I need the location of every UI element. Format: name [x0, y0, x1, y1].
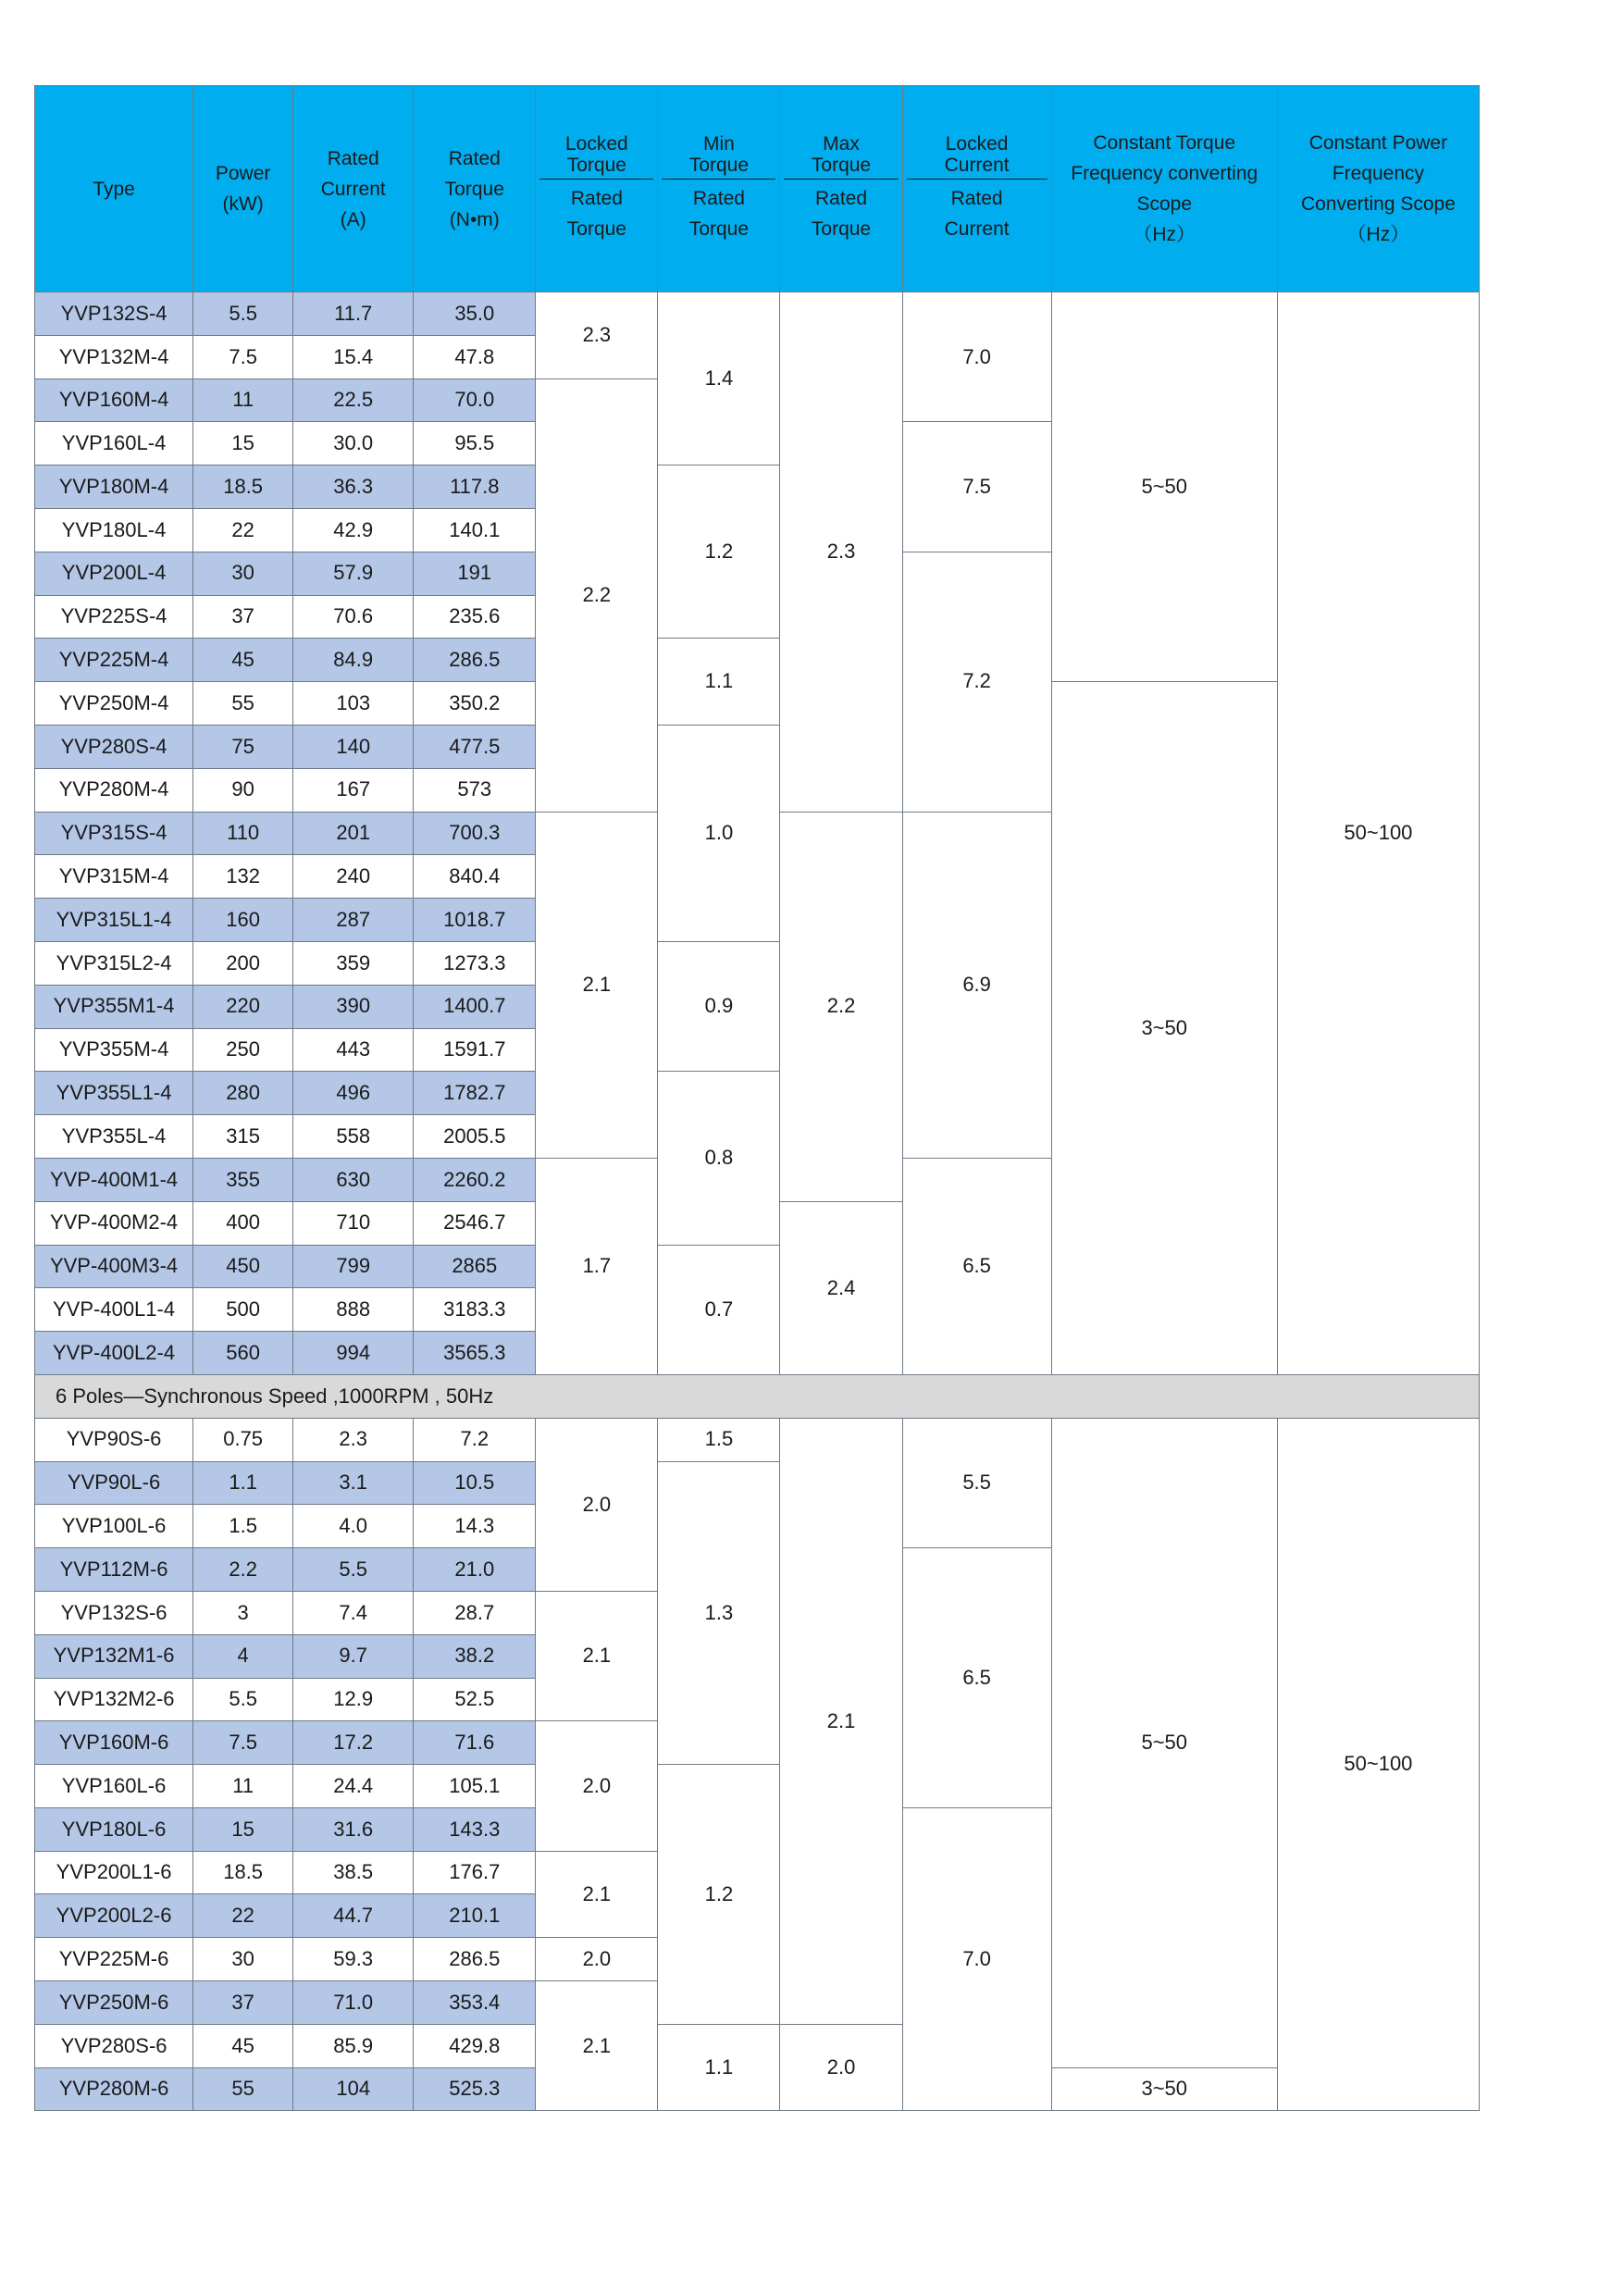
power-cell: 160 — [193, 899, 293, 942]
rated-torque-cell: 1782.7 — [414, 1072, 536, 1115]
rated-torque-cell: 117.8 — [414, 465, 536, 509]
type-cell: YVP132M2-6 — [35, 1678, 193, 1721]
rated-torque-cell: 700.3 — [414, 812, 536, 855]
rated-torque-cell: 95.5 — [414, 422, 536, 465]
type-cell: YVP200L1-6 — [35, 1851, 193, 1894]
locked-torque-ratio-cell: 1.7 — [536, 1158, 658, 1374]
table-body — [35, 292, 1480, 2111]
power-cell: 22 — [193, 1894, 293, 1938]
rated-current-cell: 104 — [293, 2067, 414, 2111]
power-cell: 75 — [193, 725, 293, 768]
constant-torque-scope-cell: 3~50 — [1051, 2067, 1277, 2111]
rated-current-cell: 240 — [293, 855, 414, 899]
power-cell: 45 — [193, 639, 293, 682]
locked-torque-ratio-cell: 2.0 — [536, 1938, 658, 1981]
rated-current-cell: 31.6 — [293, 1807, 414, 1851]
max-torque-ratio-cell: 2.4 — [780, 1201, 902, 1374]
power-cell: 400 — [193, 1201, 293, 1245]
power-cell: 18.5 — [193, 1851, 293, 1894]
section-label: 6 Poles—Synchronous Speed ,1000RPM , 50Hz — [35, 1374, 1480, 1418]
rated-torque-cell: 14.3 — [414, 1505, 536, 1548]
power-cell: 315 — [193, 1115, 293, 1159]
header-locked-current-ratio: Locked Current Rated Current — [902, 86, 1051, 292]
type-cell: YVP-400M3-4 — [35, 1245, 193, 1288]
type-cell: YVP160M-4 — [35, 379, 193, 422]
type-cell: YVP355L-4 — [35, 1115, 193, 1159]
rated-torque-cell: 3565.3 — [414, 1332, 536, 1375]
power-cell: 1.1 — [193, 1461, 293, 1505]
rated-torque-cell: 1400.7 — [414, 985, 536, 1028]
rated-current-cell: 167 — [293, 768, 414, 812]
type-cell: YVP355M-4 — [35, 1028, 193, 1072]
rated-torque-cell: 286.5 — [414, 639, 536, 682]
rated-torque-cell: 840.4 — [414, 855, 536, 899]
power-cell: 15 — [193, 1807, 293, 1851]
rated-current-cell: 630 — [293, 1158, 414, 1201]
max-torque-ratio-cell: 2.2 — [780, 812, 902, 1201]
type-cell: YVP180L-6 — [35, 1807, 193, 1851]
power-cell: 500 — [193, 1288, 293, 1332]
header-constant-torque-scope: Constant Torque Frequency converting Scope （Hz） — [1051, 86, 1277, 292]
constant-torque-scope-cell: 3~50 — [1051, 682, 1277, 1375]
power-cell: 220 — [193, 985, 293, 1028]
constant-torque-scope-cell: 5~50 — [1051, 1418, 1277, 2067]
type-cell: YVP200L-4 — [35, 552, 193, 595]
rated-torque-cell: 1018.7 — [414, 899, 536, 942]
rated-current-cell: 496 — [293, 1072, 414, 1115]
power-cell: 355 — [193, 1158, 293, 1201]
power-cell: 45 — [193, 2024, 293, 2067]
rated-torque-cell: 1273.3 — [414, 941, 536, 985]
header-type: Type — [35, 86, 193, 292]
power-cell: 560 — [193, 1332, 293, 1375]
rated-torque-cell: 52.5 — [414, 1678, 536, 1721]
rated-torque-cell: 235.6 — [414, 595, 536, 639]
type-cell: YVP280M-6 — [35, 2067, 193, 2111]
power-cell: 11 — [193, 1765, 293, 1808]
rated-torque-cell: 143.3 — [414, 1807, 536, 1851]
type-cell: YVP160M-6 — [35, 1721, 193, 1765]
rated-torque-cell: 47.8 — [414, 335, 536, 379]
rated-torque-cell: 70.0 — [414, 379, 536, 422]
constant-power-scope-cell: 50~100 — [1277, 292, 1479, 1375]
header-constant-power-scope: Constant Power Frequency Converting Scope （Hz） — [1277, 86, 1479, 292]
rated-torque-cell: 176.7 — [414, 1851, 536, 1894]
section-row — [35, 1374, 1480, 1418]
rated-current-cell: 710 — [293, 1201, 414, 1245]
power-cell: 11 — [193, 379, 293, 422]
type-cell: YVP132M1-6 — [35, 1634, 193, 1678]
type-cell: YVP160L-6 — [35, 1765, 193, 1808]
power-cell: 250 — [193, 1028, 293, 1072]
type-cell: YVP132M-4 — [35, 335, 193, 379]
type-cell: YVP225M-6 — [35, 1938, 193, 1981]
type-cell: YVP-400M2-4 — [35, 1201, 193, 1245]
locked-current-ratio-cell: 5.5 — [902, 1418, 1051, 1547]
type-cell: YVP-400L2-4 — [35, 1332, 193, 1375]
power-cell: 18.5 — [193, 465, 293, 509]
rated-current-cell: 42.9 — [293, 508, 414, 552]
locked-current-ratio-cell: 6.9 — [902, 812, 1051, 1158]
power-cell: 7.5 — [193, 1721, 293, 1765]
power-cell: 4 — [193, 1634, 293, 1678]
type-cell: YVP225S-4 — [35, 595, 193, 639]
rated-torque-cell: 353.4 — [414, 1981, 536, 2025]
min-torque-ratio-cell: 1.1 — [658, 2024, 780, 2111]
min-torque-ratio-cell: 1.4 — [658, 292, 780, 465]
min-torque-ratio-cell: 1.0 — [658, 725, 780, 941]
rated-current-cell: 9.7 — [293, 1634, 414, 1678]
rated-current-cell: 7.4 — [293, 1591, 414, 1634]
rated-current-cell: 17.2 — [293, 1721, 414, 1765]
type-cell: YVP225M-4 — [35, 639, 193, 682]
rated-current-cell: 15.4 — [293, 335, 414, 379]
type-cell: YVP315L2-4 — [35, 941, 193, 985]
type-cell: YVP355M1-4 — [35, 985, 193, 1028]
rated-current-cell: 44.7 — [293, 1894, 414, 1938]
rated-torque-cell: 477.5 — [414, 725, 536, 768]
max-torque-ratio-cell: 2.0 — [780, 2024, 902, 2111]
type-cell: YVP180M-4 — [35, 465, 193, 509]
locked-torque-ratio-cell: 2.0 — [536, 1418, 658, 1591]
type-cell: YVP100L-6 — [35, 1505, 193, 1548]
type-cell: YVP90L-6 — [35, 1461, 193, 1505]
type-cell: YVP112M-6 — [35, 1548, 193, 1592]
power-cell: 30 — [193, 552, 293, 595]
rated-torque-cell: 35.0 — [414, 292, 536, 336]
locked-torque-ratio-cell: 2.1 — [536, 1851, 658, 1938]
rated-torque-cell: 2865 — [414, 1245, 536, 1288]
rated-torque-cell: 1591.7 — [414, 1028, 536, 1072]
table-row — [35, 292, 1480, 336]
type-cell: YVP280S-4 — [35, 725, 193, 768]
rated-torque-cell: 2260.2 — [414, 1158, 536, 1201]
constant-torque-scope-cell: 5~50 — [1051, 292, 1277, 682]
locked-current-ratio-cell: 7.5 — [902, 422, 1051, 552]
type-cell: YVP160L-4 — [35, 422, 193, 465]
max-torque-ratio-cell: 2.3 — [780, 292, 902, 813]
rated-torque-cell: 573 — [414, 768, 536, 812]
rated-current-cell: 3.1 — [293, 1461, 414, 1505]
type-cell: YVP280M-4 — [35, 768, 193, 812]
rated-current-cell: 11.7 — [293, 292, 414, 336]
rated-torque-cell: 210.1 — [414, 1894, 536, 1938]
type-cell: YVP-400M1-4 — [35, 1158, 193, 1201]
header-locked-torque-ratio: Locked Torque Rated Torque — [536, 86, 658, 292]
rated-current-cell: 359 — [293, 941, 414, 985]
locked-torque-ratio-cell: 2.3 — [536, 292, 658, 379]
type-cell: YVP-400L1-4 — [35, 1288, 193, 1332]
min-torque-ratio-cell: 0.8 — [658, 1072, 780, 1245]
rated-torque-cell: 28.7 — [414, 1591, 536, 1634]
table-row — [35, 1418, 1480, 1461]
rated-current-cell: 24.4 — [293, 1765, 414, 1808]
rated-current-cell: 994 — [293, 1332, 414, 1375]
rated-torque-cell: 2005.5 — [414, 1115, 536, 1159]
type-cell: YVP315S-4 — [35, 812, 193, 855]
rated-current-cell: 36.3 — [293, 465, 414, 509]
power-cell: 37 — [193, 1981, 293, 2025]
rated-torque-cell: 2546.7 — [414, 1201, 536, 1245]
rated-current-cell: 103 — [293, 682, 414, 726]
locked-current-ratio-cell: 6.5 — [902, 1158, 1051, 1374]
rated-current-cell: 2.3 — [293, 1418, 414, 1461]
rated-current-cell: 38.5 — [293, 1851, 414, 1894]
rated-torque-cell: 429.8 — [414, 2024, 536, 2067]
rated-torque-cell: 286.5 — [414, 1938, 536, 1981]
type-cell: YVP132S-6 — [35, 1591, 193, 1634]
type-cell: YVP250M-6 — [35, 1981, 193, 2025]
rated-current-cell: 59.3 — [293, 1938, 414, 1981]
power-cell: 7.5 — [193, 335, 293, 379]
power-cell: 132 — [193, 855, 293, 899]
header-power: Power (kW) — [193, 86, 293, 292]
min-torque-ratio-cell: 1.3 — [658, 1461, 780, 1765]
power-cell: 55 — [193, 682, 293, 726]
rated-current-cell: 140 — [293, 725, 414, 768]
power-cell: 3 — [193, 1591, 293, 1634]
power-cell: 55 — [193, 2067, 293, 2111]
max-torque-ratio-cell: 2.1 — [780, 1418, 902, 2024]
type-cell: YVP180L-4 — [35, 508, 193, 552]
rated-current-cell: 84.9 — [293, 639, 414, 682]
power-cell: 37 — [193, 595, 293, 639]
power-cell: 200 — [193, 941, 293, 985]
min-torque-ratio-cell: 0.9 — [658, 941, 780, 1071]
locked-current-ratio-cell: 7.2 — [902, 552, 1051, 812]
type-cell: YVP132S-4 — [35, 292, 193, 336]
power-cell: 5.5 — [193, 1678, 293, 1721]
power-cell: 15 — [193, 422, 293, 465]
rated-current-cell: 443 — [293, 1028, 414, 1072]
header-row — [35, 86, 1480, 292]
header-rated-current: Rated Current (A) — [293, 86, 414, 292]
header-min-torque-ratio: Min Torque Rated Torque — [658, 86, 780, 292]
power-cell: 22 — [193, 508, 293, 552]
type-cell: YVP315M-4 — [35, 855, 193, 899]
power-cell: 1.5 — [193, 1505, 293, 1548]
type-cell: YVP315L1-4 — [35, 899, 193, 942]
min-torque-ratio-cell: 0.7 — [658, 1245, 780, 1374]
rated-torque-cell: 140.1 — [414, 508, 536, 552]
rated-current-cell: 85.9 — [293, 2024, 414, 2067]
min-torque-ratio-cell: 1.1 — [658, 639, 780, 726]
rated-current-cell: 57.9 — [293, 552, 414, 595]
type-cell: YVP355L1-4 — [35, 1072, 193, 1115]
power-cell: 110 — [193, 812, 293, 855]
constant-power-scope-cell: 50~100 — [1277, 1418, 1479, 2111]
table-header — [35, 86, 1480, 292]
locked-torque-ratio-cell: 2.1 — [536, 1981, 658, 2111]
rated-current-cell: 558 — [293, 1115, 414, 1159]
locked-current-ratio-cell: 7.0 — [902, 1807, 1051, 2111]
min-torque-ratio-cell: 1.5 — [658, 1418, 780, 1461]
rated-current-cell: 287 — [293, 899, 414, 942]
power-cell: 90 — [193, 768, 293, 812]
power-cell: 5.5 — [193, 292, 293, 336]
power-cell: 450 — [193, 1245, 293, 1288]
type-cell: YVP280S-6 — [35, 2024, 193, 2067]
rated-torque-cell: 21.0 — [414, 1548, 536, 1592]
locked-torque-ratio-cell: 2.1 — [536, 812, 658, 1158]
power-cell: 2.2 — [193, 1548, 293, 1592]
type-cell: YVP90S-6 — [35, 1418, 193, 1461]
rated-torque-cell: 525.3 — [414, 2067, 536, 2111]
rated-current-cell: 799 — [293, 1245, 414, 1288]
motor-spec-table — [34, 85, 1480, 2111]
locked-torque-ratio-cell: 2.1 — [536, 1591, 658, 1720]
rated-torque-cell: 105.1 — [414, 1765, 536, 1808]
rated-current-cell: 70.6 — [293, 595, 414, 639]
power-cell: 30 — [193, 1938, 293, 1981]
type-cell: YVP250M-4 — [35, 682, 193, 726]
rated-torque-cell: 350.2 — [414, 682, 536, 726]
type-cell: YVP200L2-6 — [35, 1894, 193, 1938]
rated-current-cell: 5.5 — [293, 1548, 414, 1592]
locked-current-ratio-cell: 6.5 — [902, 1548, 1051, 1808]
rated-current-cell: 30.0 — [293, 422, 414, 465]
rated-torque-cell: 10.5 — [414, 1461, 536, 1505]
power-cell: 280 — [193, 1072, 293, 1115]
rated-current-cell: 22.5 — [293, 379, 414, 422]
rated-torque-cell: 3183.3 — [414, 1288, 536, 1332]
rated-torque-cell: 7.2 — [414, 1418, 536, 1461]
locked-torque-ratio-cell: 2.0 — [536, 1721, 658, 1851]
rated-current-cell: 201 — [293, 812, 414, 855]
header-max-torque-ratio: Max Torque Rated Torque — [780, 86, 902, 292]
min-torque-ratio-cell: 1.2 — [658, 1765, 780, 2025]
locked-current-ratio-cell: 7.0 — [902, 292, 1051, 422]
rated-current-cell: 390 — [293, 985, 414, 1028]
min-torque-ratio-cell: 1.2 — [658, 465, 780, 639]
rated-torque-cell: 191 — [414, 552, 536, 595]
rated-current-cell: 12.9 — [293, 1678, 414, 1721]
rated-torque-cell: 38.2 — [414, 1634, 536, 1678]
rated-torque-cell: 71.6 — [414, 1721, 536, 1765]
header-rated-torque: Rated Torque (N•m) — [414, 86, 536, 292]
power-cell: 0.75 — [193, 1418, 293, 1461]
locked-torque-ratio-cell: 2.2 — [536, 379, 658, 812]
rated-current-cell: 4.0 — [293, 1505, 414, 1548]
rated-current-cell: 71.0 — [293, 1981, 414, 2025]
rated-current-cell: 888 — [293, 1288, 414, 1332]
